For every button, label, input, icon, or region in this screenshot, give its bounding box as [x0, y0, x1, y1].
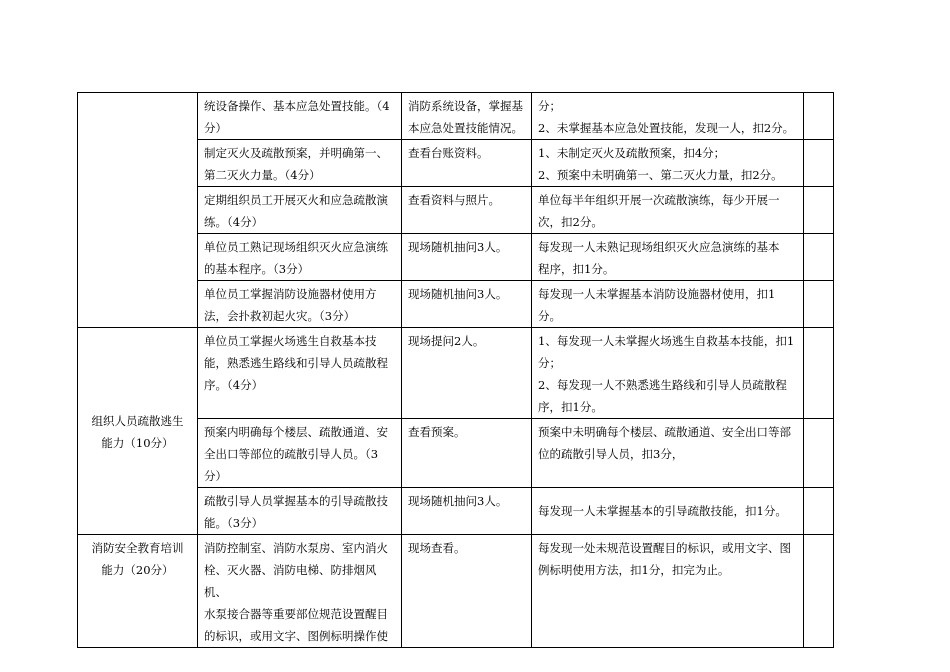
deduction-cell: 每发现一人未掌握基本的引导疏散技能，扣1分。: [532, 488, 804, 535]
requirement-cell: 制定灭火及疏散预案，并明确第一、 第二灭火力量。（4分）: [198, 140, 402, 187]
table-row: [78, 535, 834, 648]
method-cell: 现场查看。: [402, 535, 532, 648]
requirement-cell: 定期组织员工开展灭火和应急疏散演 练。（4分）: [198, 187, 402, 234]
remark-cell: [804, 281, 834, 328]
requirement-cell: 消防控制室、消防水泵房、室内消火 栓、灭火器、消防电梯、防排烟风机、 水泵接合器等重要部位规范设置醒目 的标识，或用文字、图例标明操作使: [198, 535, 402, 648]
method-cell: 消防系统设备，掌握基 本应急处置技能情况。: [402, 93, 532, 140]
remark-cell: [804, 488, 834, 535]
deduction-cell: 1、未制定灭火及疏散预案，扣4分； 2、预案中未明确第一、第二灭火力量，扣2分。: [532, 140, 804, 187]
remark-cell: [804, 93, 834, 140]
requirement-cell: 单位员工熟记现场组织灭火应急演练 的基本程序。（3分）: [198, 234, 402, 281]
remark-cell: [804, 419, 834, 488]
category-cell: [78, 93, 198, 328]
method-cell: 查看预案。: [402, 419, 532, 488]
remark-cell: [804, 187, 834, 234]
deduction-cell: 预案中未明确每个楼层、疏散通道、安全出口等部 位的疏散引导人员，扣3分，: [532, 419, 804, 488]
requirement-cell: 预案内明确每个楼层、疏散通道、安 全出口等部位的疏散引导人员。（3 分）: [198, 419, 402, 488]
requirement-cell: 统设备操作、基本应急处置技能。（4 分）: [198, 93, 402, 140]
method-cell: 查看台账资料。: [402, 140, 532, 187]
requirement-cell: 单位员工掌握消防设施器材使用方 法，会扑救初起火灾。（3分）: [198, 281, 402, 328]
remark-cell: [804, 328, 834, 419]
deduction-cell: 分； 2、未掌握基本应急处置技能，发现一人，扣2分。: [532, 93, 804, 140]
deduction-cell: 每发现一人未掌握基本消防设施器材使用，扣1 分。: [532, 281, 804, 328]
deduction-cell: 1、每发现一人未掌握火场逃生自救基本技能，扣1 分； 2、每发现一人不熟悉逃生路线和引导人员疏散程 序，扣1分。: [532, 328, 804, 419]
category-cell: 组织人员疏散逃生 能力（10分）: [78, 328, 198, 535]
deduction-cell: 每发现一处未规范设置醒目的标识，或用文字、图 例标明使用方法，扣1分，扣完为止。: [532, 535, 804, 648]
requirement-cell: 单位员工掌握火场逃生自救基本技 能，熟悉逃生路线和引导人员疏散程 序。（4分）: [198, 328, 402, 419]
method-cell: 查看资料与照片。: [402, 187, 532, 234]
remark-cell: [804, 140, 834, 187]
category-cell: 消防安全教育培训 能力（20分）: [78, 535, 198, 648]
method-cell: 现场随机抽问3人。: [402, 281, 532, 328]
method-cell: 现场提问2人。: [402, 328, 532, 419]
scoring-table: [77, 92, 834, 648]
method-cell: 现场随机抽问3人。: [402, 488, 532, 535]
requirement-cell: 疏散引导人员掌握基本的引导疏散技 能。（3分）: [198, 488, 402, 535]
remark-cell: [804, 535, 834, 648]
deduction-cell: 每发现一人未熟记现场组织灭火应急演练的基本 程序，扣1分。: [532, 234, 804, 281]
table-row: [78, 328, 834, 419]
remark-cell: [804, 234, 834, 281]
table-row: [78, 93, 834, 140]
method-cell: 现场随机抽问3人。: [402, 234, 532, 281]
deduction-cell: 单位每半年组织开展一次疏散演练，每少开展一 次，扣2分。: [532, 187, 804, 234]
